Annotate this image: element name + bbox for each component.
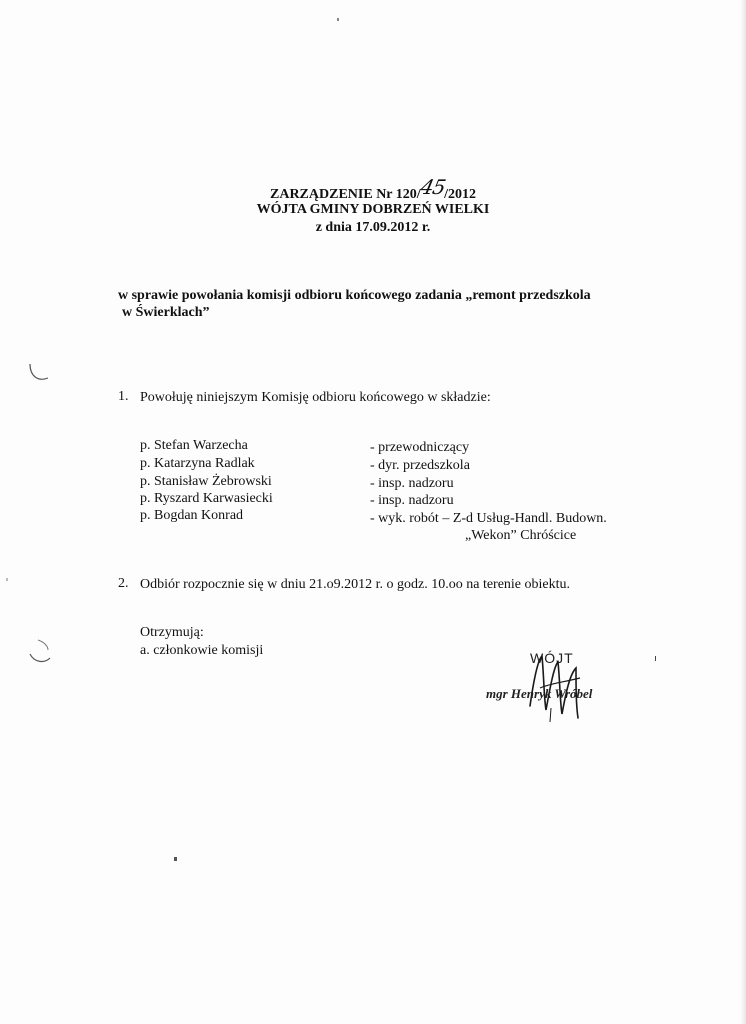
ordinance-number-handwritten: 45	[418, 175, 447, 199]
member-name: p. Stanisław Żebrowski	[140, 474, 272, 489]
member-name: p. Bogdan Konrad	[140, 508, 244, 523]
date-line: z dnia 17.09.2012 r.	[315, 220, 431, 235]
recipients-heading: Otrzymują:	[140, 625, 204, 640]
point-1-number: 1.	[118, 389, 129, 404]
scan-speck	[337, 18, 339, 21]
issuer-line: WÓJTA GMINY DOBRZEŃ WIELKI	[256, 202, 490, 217]
member-name: p. Stefan Warzecha	[140, 438, 248, 453]
punch-hole-mark	[26, 360, 50, 384]
recipient-item: a. członkowie komisji	[140, 643, 264, 658]
scan-edge-shadow	[740, 0, 746, 1024]
punch-hole-mark	[26, 636, 54, 666]
handwritten-signature	[520, 648, 600, 728]
member-role: - przewodniczący	[370, 440, 470, 455]
member-name: p. Katarzyna Radlak	[140, 456, 255, 471]
scan-speck	[6, 578, 8, 581]
ordinance-number	[0, 175, 746, 203]
subject	[118, 287, 638, 321]
point-2-number: 2.	[118, 576, 129, 591]
point-2-text: Odbiór rozpocznie się w dniu 21.o9.2012 r. o godz. 10.oo na terenie obiektu.	[140, 577, 571, 592]
ordinance-number-suffix: /2012	[444, 187, 476, 202]
signature-title: WÓJT	[530, 650, 574, 666]
member-role: - dyr. przedszkola	[370, 458, 470, 473]
subject-line-2: w Świerklach”	[122, 305, 210, 320]
member-role: - wyk. robót – Z-d Usług-Handl. Budown.	[370, 511, 607, 526]
signature-name: mgr Henryk Wróbel	[486, 686, 593, 701]
point-1-text: Powołuję niniejszym Komisję odbioru końcowego w składzie:	[140, 390, 491, 405]
ordinance-number-prefix: ZARZĄDZENIE Nr 120/	[270, 187, 421, 202]
scan-speck	[174, 857, 177, 861]
member-role: - insp. nadzoru	[370, 476, 454, 491]
member-name: p. Ryszard Karwasiecki	[140, 491, 273, 506]
member-role: - insp. nadzoru	[370, 493, 454, 508]
scan-speck	[655, 656, 656, 661]
subject-line-1: w sprawie powołania komisji odbioru końcowego zadania „remont przedszkola	[118, 288, 591, 303]
member-role-continuation: „Wekon” Chróścice	[465, 528, 577, 543]
